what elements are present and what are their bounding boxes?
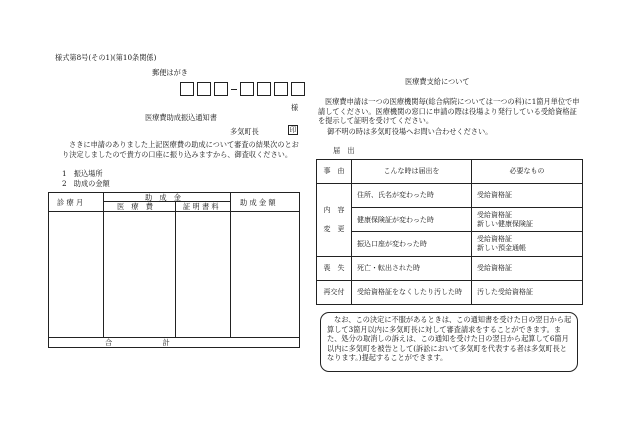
row-when: 住所、氏名が変わった時 (352, 184, 472, 208)
info-paragraph: 医療費申請は一つの医療機関毎(総合病院については一つの科)に1箇月単位で申請してください。医療機関の窓口に申請の際は役場より発行している受給資格証を提示して証明を受けてください。 (318, 97, 580, 126)
row-need: 受給資格証 (472, 184, 583, 208)
header-reason: 事 由 (317, 160, 352, 184)
total-label: 合 計 (105, 338, 170, 347)
col-subsidy-amount: 助 成 金 額 (240, 198, 276, 207)
row-need: 受給資格証 新しい健康保険証 (472, 208, 583, 232)
category-reissue: 再交付 (317, 280, 352, 304)
col-month: 診 療 月 (57, 198, 84, 207)
info-title: 医療費支給について (405, 77, 470, 86)
header-when: こんな時は届出を (352, 160, 472, 184)
postcard-label: 郵便はがき (152, 68, 188, 77)
row-when: 振込口座が変わった時 (352, 232, 472, 256)
subsidy-table (48, 192, 300, 348)
category-change: 内 容 変 更 (317, 184, 352, 256)
inquiry-note: 御不明の時は多気町役場へお問い合わせください。 (327, 127, 493, 136)
form-number: 様式第8号(その1)(第10条関係) (55, 53, 157, 62)
honorific: 様 (291, 103, 299, 112)
seal-mark: 印 (289, 126, 297, 134)
category-loss: 喪 失 (317, 256, 352, 280)
header-required: 必要なもの (472, 160, 583, 184)
notice-title: 医療費助成振込通知書 (145, 113, 217, 122)
col-certificate-fee: 証 明 書 料 (183, 202, 219, 211)
item-subsidy-amount: 2 助成の金額 (62, 179, 110, 188)
row-when: 死亡・転出された時 (352, 256, 472, 280)
section-label: 届 出 (333, 146, 355, 155)
appeal-notice: なお、この決定に不服があるときは、この通知書を受けた日の翌日から起算して3箇月以内に多気町長に対して審査請求をすることができます。また、処分の取消しの訴えは、この通知を受けた日の翌日から起算して6箇月以内に多気町を被告として(訴訟において多気町を代表する者は多気町長となります。)提起することができます。 (320, 312, 578, 372)
row-when: 健康保険証が変わった時 (352, 208, 472, 232)
row-need: 受給資格証 (472, 256, 583, 280)
notice-body: さきに申請のありました上記医療費の助成について審査の結果次のとおり決定しましたので貴方の口座に振り込みますから、御査収ください。 (62, 140, 299, 159)
col-subsidy: 助 成 金 (145, 193, 181, 202)
row-when: 受給資格証をなくしたり汚した時 (352, 280, 472, 304)
row-need: 受給資格証 新しい預金通帳 (472, 232, 583, 256)
col-medical-fee: 医 療 費 (117, 202, 153, 211)
notification-table (316, 159, 583, 305)
sender-name: 多気町長 (230, 127, 259, 136)
row-need: 汚した受給資格証 (472, 280, 583, 304)
postal-code-boxes (180, 82, 308, 96)
item-transfer-place: 1 振込場所 (62, 169, 103, 178)
